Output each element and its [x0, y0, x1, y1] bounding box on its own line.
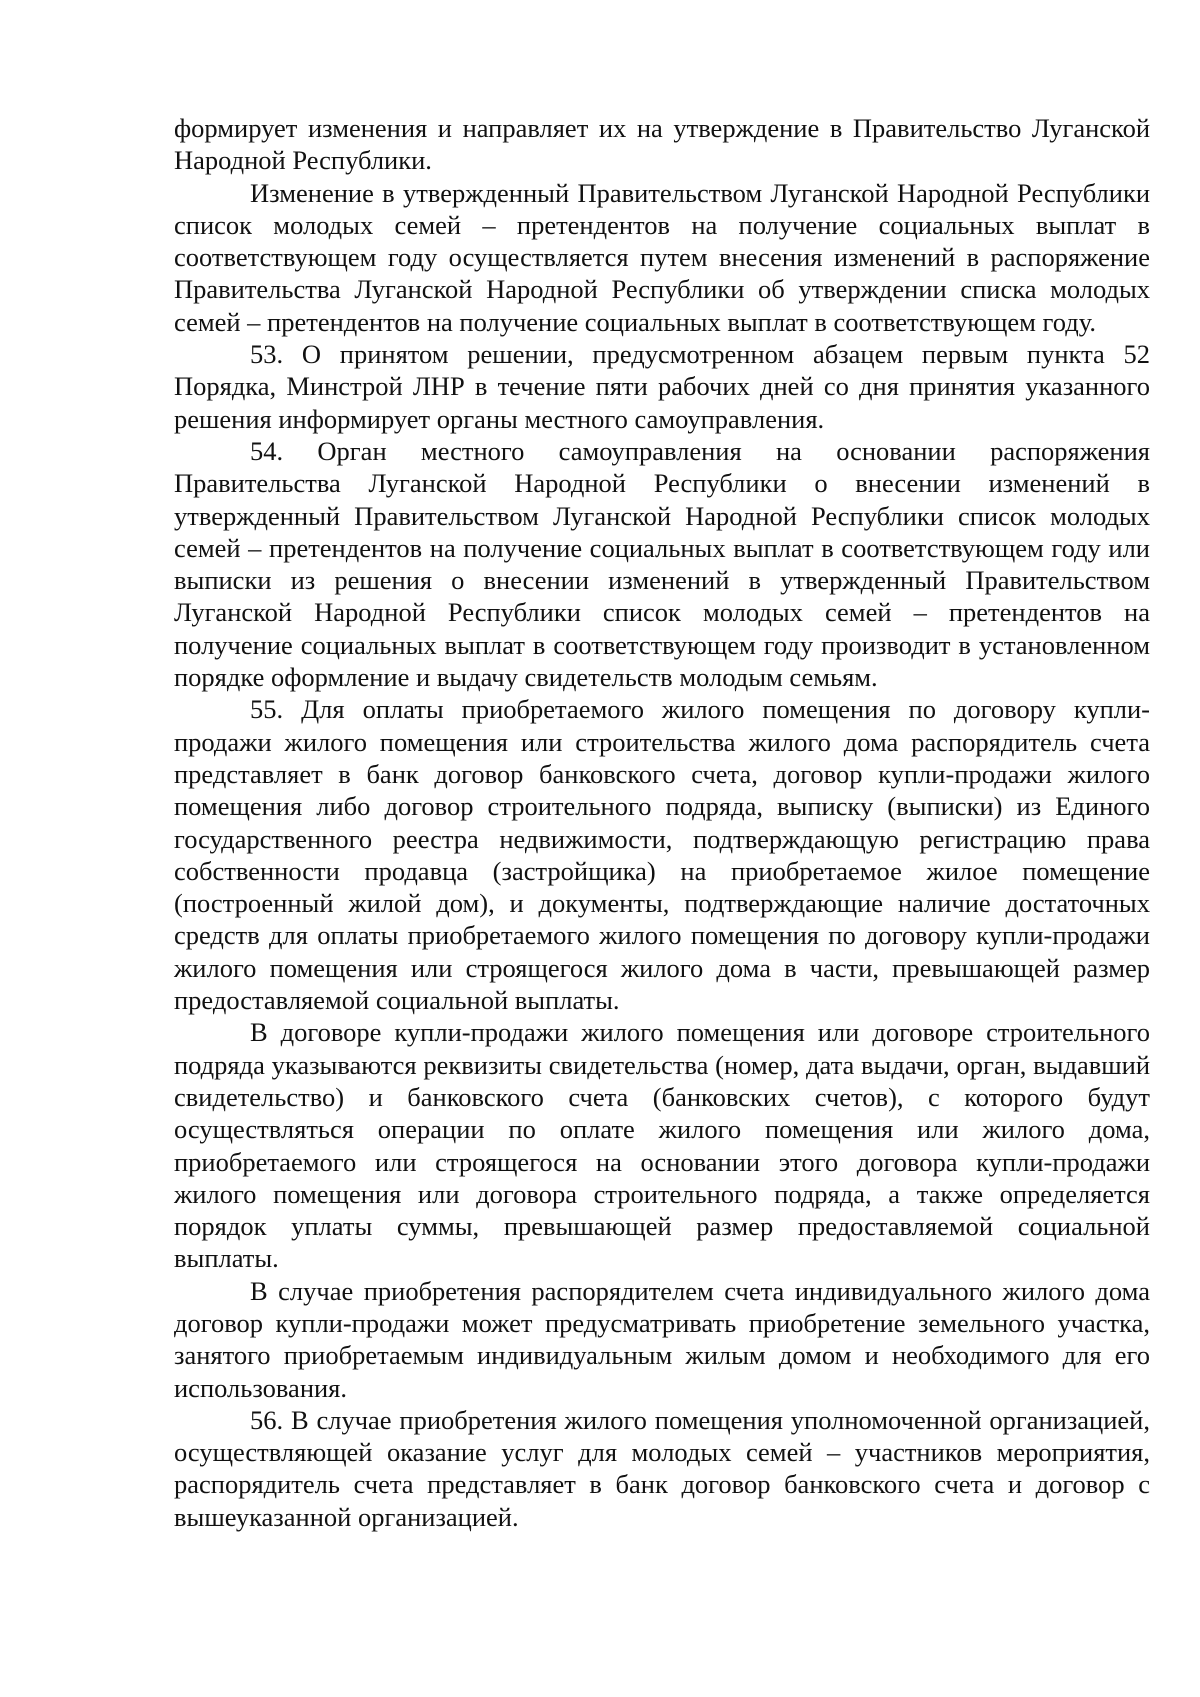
- paragraph-list-changes: Изменение в утвержденный Правительством Луганской Народной Республики список молодых семей – претендентов на получение социальных выплат в соответствующем году осуществляется путем внесения изменений в распоряжение Правительства Луганской Народной Республики об утверждении списка молодых семей – претендентов на получение социальных выплат в соответствующем году.: [174, 177, 1150, 337]
- paragraph-contract-details: В договоре купли-продажи жилого помещения или договоре строительного подряда указываются реквизиты свидетельства (номер, дата выдачи, орган, выдавший свидетельство) и банковского счета (банковских счетов), с которого будут осуществляться операции по оплате жилого помещения или жилого дома, приобретаемого или строящегося на основании этого договора купли-продажи жилого помещения или договора строительного подряда, а также определяется порядок уплаты суммы, превышающей размер предоставляемой социальной выплаты.: [174, 1017, 1150, 1274]
- paragraph-item-56: 56. В случае приобретения жилого помещения уполномоченной организацией, осуществляющей оказание услуг для молодых семей – участников мероприятия, распорядитель счета представляет в банк договор банковского счета и договор с вышеуказанной организацией.: [174, 1404, 1150, 1532]
- document-body: [174, 112, 1150, 1533]
- paragraph-item-54: 54. Орган местного самоуправления на основании распоряжения Правительства Луганской Народной Республики о внесении изменений в утвержденный Правительством Луганской Народной Республики список молодых семей – претендентов на получение социальных выплат в соответствующем году или выписки из решения о внесении изменений в утвержденный Правительством Луганской Народной Республики список молодых семей – претендентов на получение социальных выплат в соответствующем году производит в установленном порядке оформление и выдачу свидетельств молодым семьям.: [174, 435, 1150, 693]
- paragraph-item-53: 53. О принятом решении, предусмотренном абзацем первым пункта 52 Порядка, Минстрой ЛНР в течение пяти рабочих дней со дня принятия указанного решения информирует органы местного самоуправления.: [174, 339, 1150, 434]
- paragraph-individual-house: В случае приобретения распорядителем счета индивидуального жилого дома договор купли-продажи может предусматривать приобретение земельного участка, занятого приобретаемым индивидуальным жилым домом и необходимого для его использования.: [174, 1275, 1150, 1403]
- paragraph-item-55: 55. Для оплаты приобретаемого жилого помещения по договору купли-продажи жилого помещения или строительства жилого дома распорядитель счета представляет в банк договор банковского счета, договор купли-продажи жилого помещения либо договор строительного подряда, выписку (выписки) из Единого государственного реестра недвижимости, подтверждающую регистрацию права собственности продавца (застройщика) на приобретаемое жилое помещение (построенный жилой дом), и документы, подтверждающие наличие достаточных средств для оплаты приобретаемого жилого помещения по договору купли-продажи жилого помещения или строящегося жилого дома в части, превышающей размер предоставляемой социальной выплаты.: [174, 694, 1150, 1016]
- paragraph-continuation: формирует изменения и направляет их на утверждение в Правительство Луганской Народной Республики.: [174, 113, 1150, 176]
